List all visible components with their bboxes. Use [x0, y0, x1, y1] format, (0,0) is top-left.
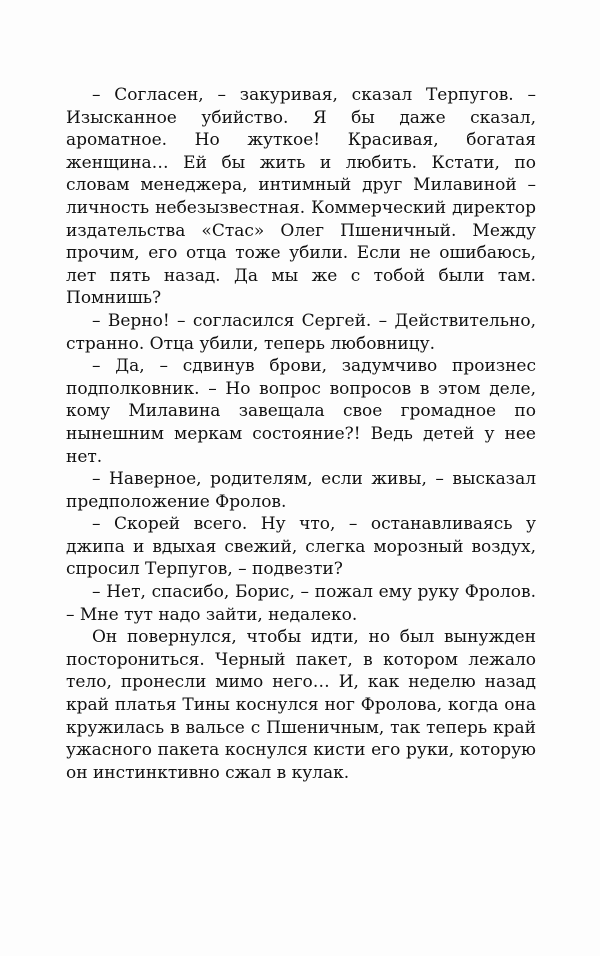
paragraph-2: – Верно! – согласился Сергей. – Действительно, странно. Отца убили, теперь любовницу. [66, 310, 536, 354]
paragraph-6: – Нет, спасибо, Борис, – пожал ему руку Фролов. – Мне тут надо зайти, недалеко. [66, 582, 536, 625]
paragraph-4: – Наверное, родителям, если живы, – высказал предположение Фролов. [66, 469, 536, 512]
paragraph-3: – Да, – сдвинув брови, задумчиво произнес подполковник. – Но вопрос вопросов в этом деле, кому Милавина завещала свое громадное по нынешним меркам состояние?! Ведь детей у нее нет. [66, 356, 536, 467]
paragraph-1: – Согласен, – закуривая, сказал Терпугов. – Изысканное убийство. Я бы даже сказал, ароматное. Но жуткое! Красивая, богатая женщина… Ей бы жить и любить. Кстати, по словам менеджера, интимный друг Милавиной – личность небезызвестная. Коммерческий директор издательства «Стас» Олег Пшеничный. Между прочим, его отца тоже убили. Если не ошибаюсь, лет пять назад. Да мы же с тобой были там. Помнишь? [66, 85, 536, 309]
paragraph-7: Он повернулся, чтобы идти, но был вынужден посторониться. Черный пакет, в котором лежало тело, пронесли мимо него… И, как неделю назад край платья Тины коснулся ног Фролова, когда она кружилась в вальсе с Пшеничным, так теперь край ужасного пакета коснулся кисти его руки, которую он инстинктивно сжал в кулак. [66, 627, 536, 783]
paragraph-5: – Скорей всего. Ну что, – останавливаясь у джипа и вдыхая свежий, слегка морозный воздух, спросил Терпугов, – подвезти? [66, 514, 536, 580]
page-text [66, 84, 536, 784]
